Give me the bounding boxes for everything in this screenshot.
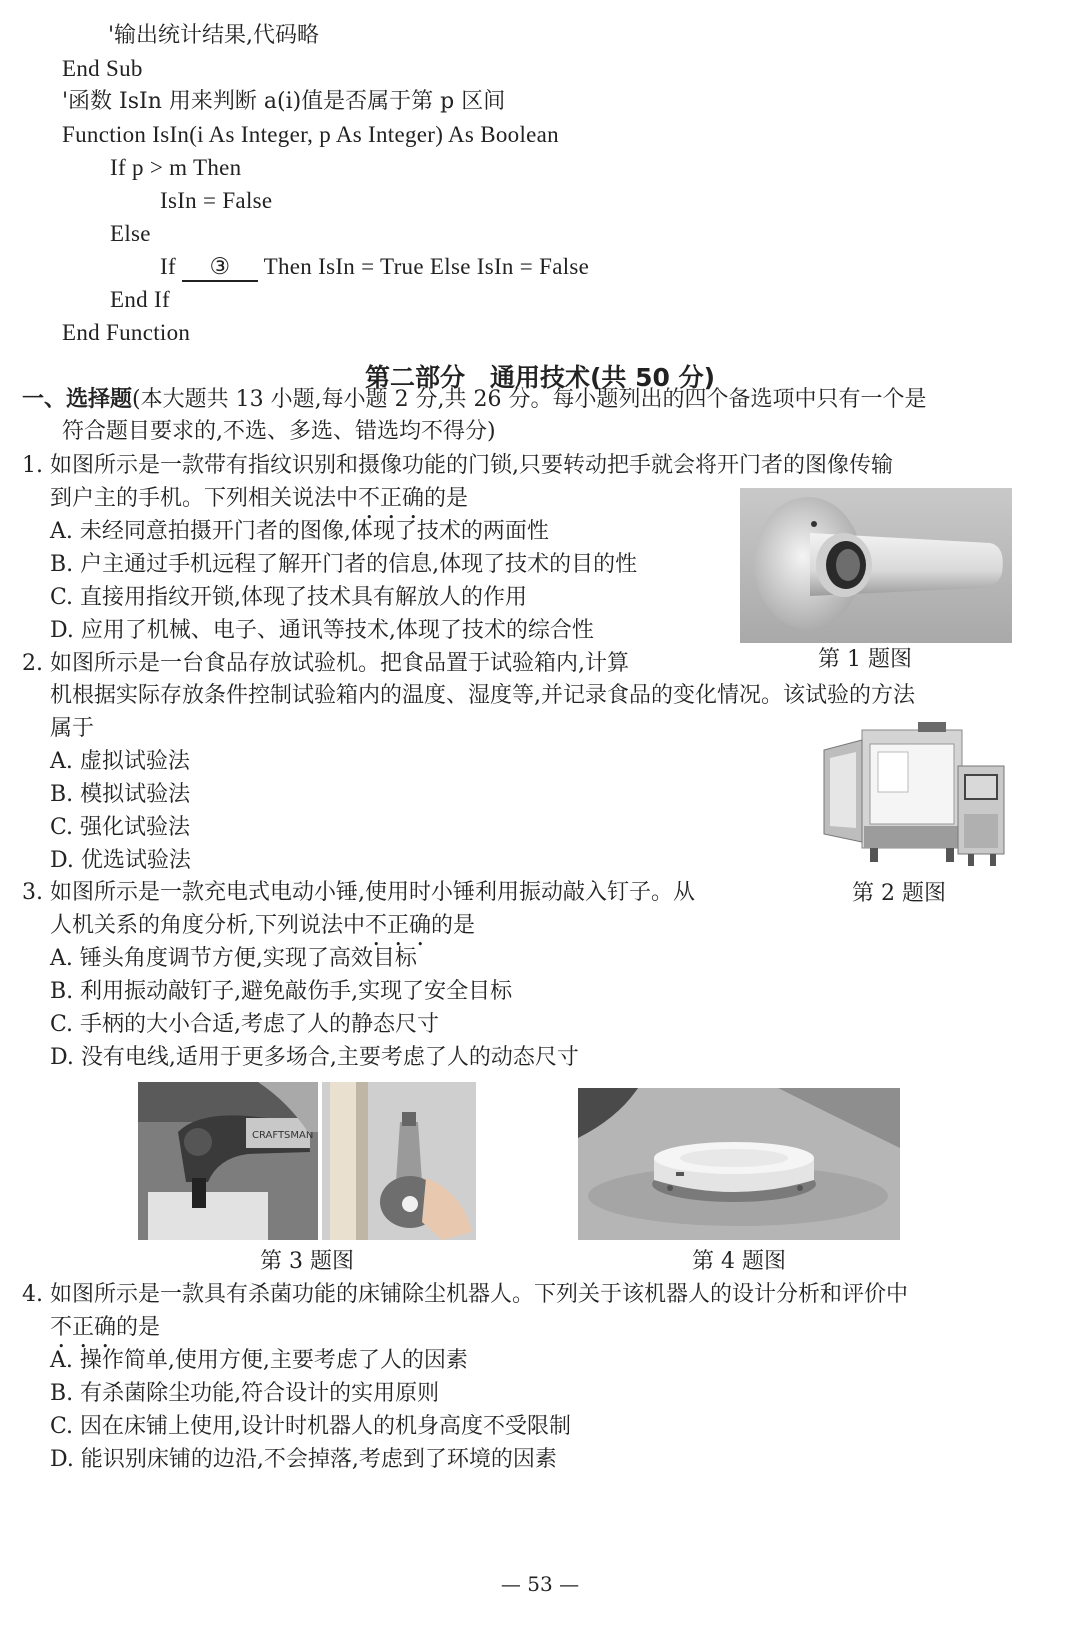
part-one-label: 一、选择题 (22, 387, 133, 412)
figure-1-caption: 第 1 题图 (818, 647, 912, 672)
q1-stem-1: 1. 如图所示是一款带有指纹识别和摄像功能的门锁,只要转动把手就会将开门者的图像传输 (22, 453, 893, 478)
figure-test-chamber (818, 722, 1012, 874)
q2-stem-1: 2. 如图所示是一台食品存放试验机。把食品置于试验箱内,计算 (22, 651, 629, 676)
part-one-desc-2: 符合题目要求的,不选、多选、错选均不得分) (62, 419, 496, 444)
section-title: 第二部分 通用技术(共 50 分) (364, 363, 716, 392)
q1-option-a: A. 未经同意拍摄开门者的图像,体现了技术的两面性 (50, 519, 549, 544)
page-number: — 53 — (500, 1572, 580, 1596)
code-end-if: End If (110, 287, 170, 312)
code-else: Else (110, 221, 151, 246)
figure-2-caption: 第 2 题图 (852, 881, 946, 906)
q2-option-d: D. 优选试验法 (50, 848, 191, 873)
answer-blank-3: ③ (182, 254, 258, 282)
hammer-photo-1-illustration (138, 1082, 318, 1240)
code-if-p-gt-m: If p > m Then (110, 155, 242, 180)
q2-option-b: B. 模拟试验法 (50, 782, 191, 807)
code-function-signature: Function IsIn(i As Integer, p As Integer) As Boolean (62, 122, 559, 147)
q2-stem-3: 属于 (50, 716, 95, 741)
test-chamber-illustration (818, 722, 1012, 874)
q4-stem-1: 4. 如图所示是一款具有杀菌功能的床铺除尘机器人。下列关于该机器人的设计分析和评价中 (22, 1282, 908, 1307)
bed-robot-illustration (578, 1088, 900, 1240)
q4-option-d: D. 能识别床铺的边沿,不会掉落,考虑到了环境的因素 (50, 1447, 557, 1472)
q4-option-c: C. 因在床铺上使用,设计时机器人的机身高度不受限制 (50, 1414, 572, 1439)
code-end-function: End Function (62, 320, 191, 345)
q1-stem-2-post: 的是 (424, 486, 469, 511)
figure-hammer-photo-1 (138, 1082, 318, 1240)
q4-stem-2-post: 的是 (116, 1315, 161, 1340)
q4-option-a: A. 操作简单,使用方便,主要考虑了人的因素 (50, 1348, 468, 1373)
figure-3-caption: 第 3 题图 (260, 1249, 354, 1274)
q3-stem-1: 3. 如图所示是一款充电式电动小锤,使用时小锤利用振动敲入钉子。从 (22, 880, 695, 905)
q3-option-a: A. 锤头角度调节方便,实现了高效目标 (50, 946, 417, 971)
q3-option-d: D. 没有电线,适用于更多场合,主要考虑了人的动态尺寸 (50, 1045, 579, 1070)
q3-stem-2-pre: 人机关系的角度分析,下列说法中 (50, 913, 365, 938)
code-if-blank-line (160, 251, 589, 283)
q4-option-b: B. 有杀菌除尘功能,符合设计的实用原则 (50, 1381, 440, 1406)
q1-option-d: D. 应用了机械、电子、通讯等技术,体现了技术的综合性 (50, 618, 594, 643)
code-isin-false: IsIn = False (160, 188, 273, 213)
q2-stem-2: 机根据实际存放条件控制试验箱内的温度、湿度等,并记录食品的变化情况。该试验的方法 (50, 683, 915, 708)
figure-bed-robot (578, 1088, 900, 1240)
part-one-desc: (本大题共 13 小题,每小题 2 分,共 26 分。每小题列出的四个备选项中只有一个是 (132, 387, 927, 412)
q4-emphasis: 不正确 (50, 1315, 117, 1340)
q1-option-b: B. 户主通过手机远程了解开门者的信息,体现了技术的目的性 (50, 552, 638, 577)
q1-option-c: C. 直接用指纹开锁,体现了技术具有解放人的作用 (50, 585, 528, 610)
door-lock-illustration (740, 488, 1012, 643)
figure-door-lock (740, 488, 1012, 643)
q1-emphasis: 不正确 (358, 486, 425, 511)
code-comment-output: '输出统计结果,代码略 (108, 23, 320, 48)
part-one-header (22, 384, 927, 416)
hammer-brand-text: CRAFTSMAN (252, 1130, 314, 1141)
q3-option-c: C. 手柄的大小合适,考虑了人的静态尺寸 (50, 1012, 440, 1037)
q3-option-b: B. 利用振动敲钉子,避免敲伤手,实现了安全目标 (50, 979, 513, 1004)
code-then-clause: Then IsIn = True Else IsIn = False (263, 254, 590, 279)
q2-option-a: A. 虚拟试验法 (50, 749, 190, 774)
q2-option-c: C. 强化试验法 (50, 815, 191, 840)
code-if-keyword: If (160, 254, 176, 279)
q3-stem-2-post: 的是 (431, 913, 476, 938)
q3-emphasis: 不正确 (365, 913, 432, 938)
code-end-sub: End Sub (62, 56, 143, 81)
q1-stem-2-pre: 到户主的手机。下列相关说法中 (50, 486, 359, 511)
figure-4-caption: 第 4 题图 (692, 1249, 786, 1274)
figure-hammer-photo-2 (322, 1082, 476, 1240)
hammer-photo-2-illustration (322, 1082, 476, 1240)
code-comment-isin: '函数 IsIn 用来判断 a(i)值是否属于第 p 区间 (62, 89, 506, 114)
